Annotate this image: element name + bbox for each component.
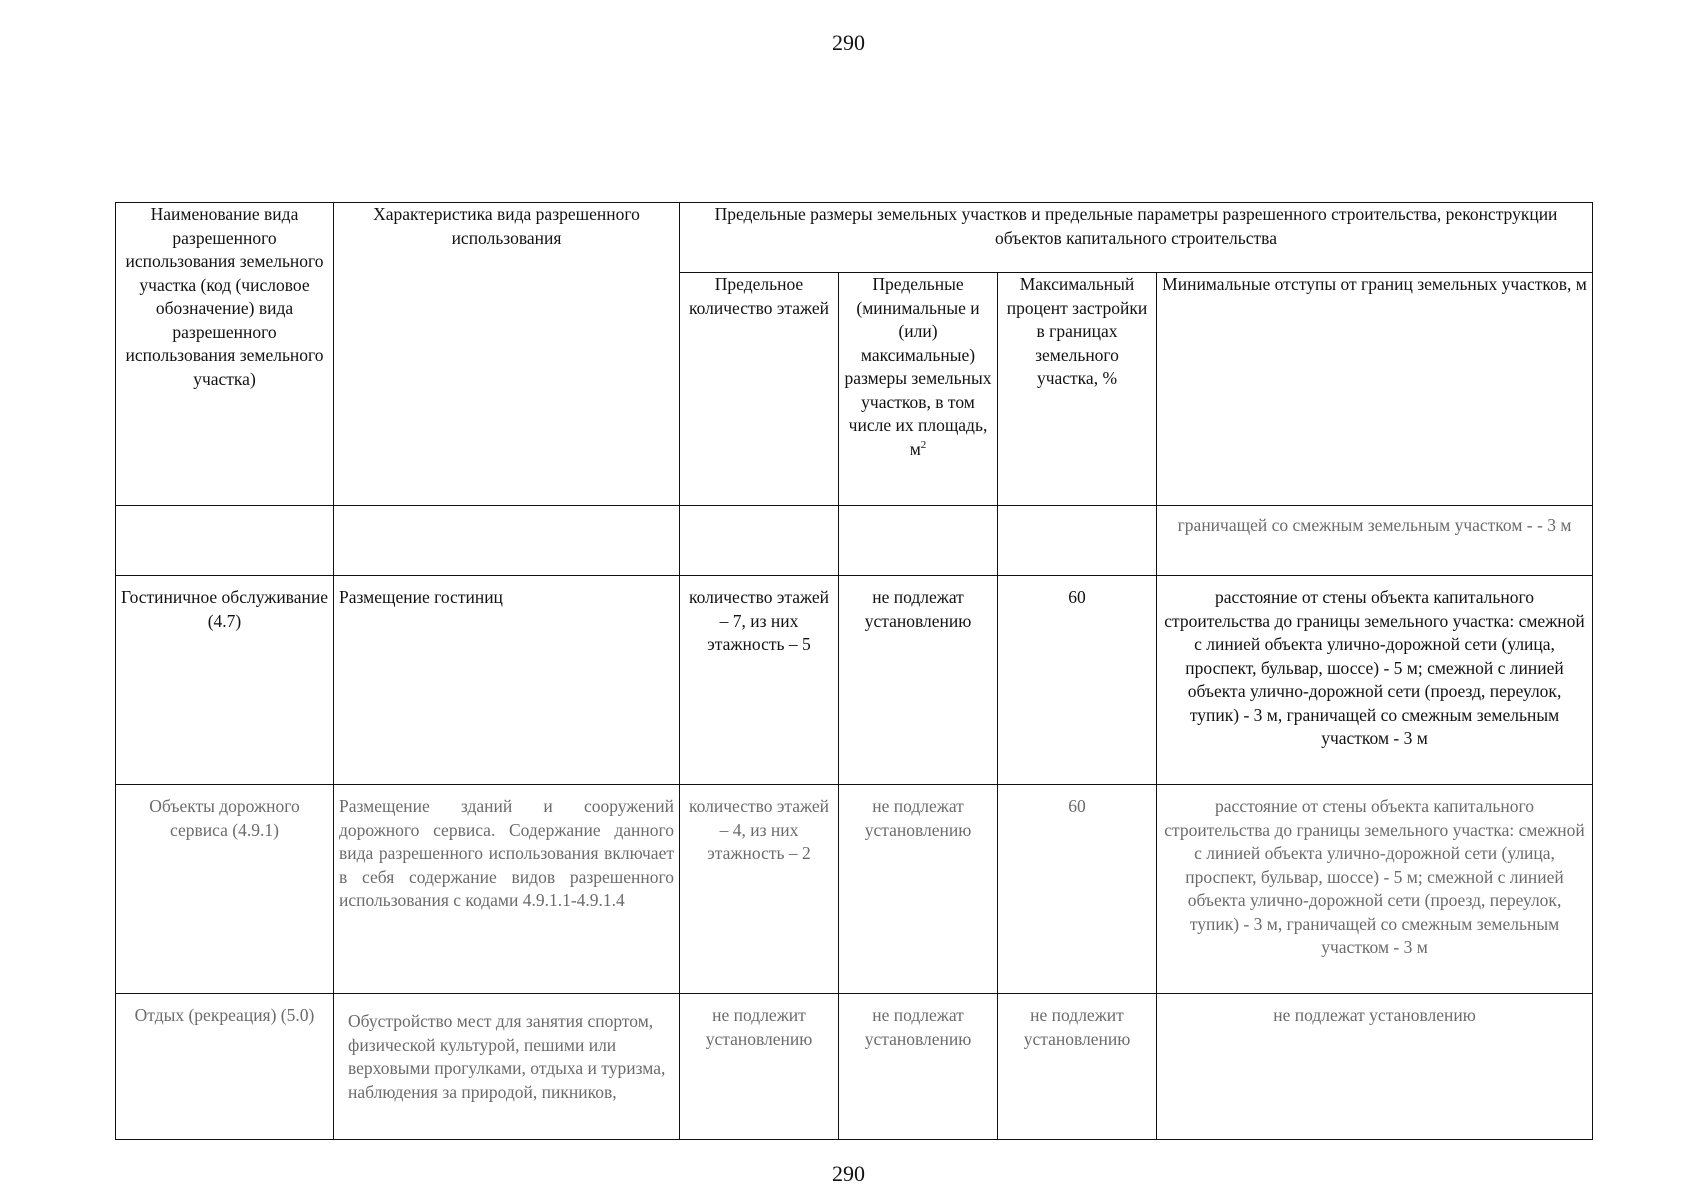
cell-characteristic: Размещение гостиниц — [334, 576, 680, 785]
cell-name: Отдых (рекреация) (5.0) — [116, 994, 334, 1140]
header-group-title: Предельные размеры земельных участков и предельные параметры разрешенного строительства, реконструкции объектов капитального строительства — [680, 203, 1593, 273]
header-col-setbacks: Минимальные отступы от границ земельных участков, м — [1157, 273, 1593, 506]
table-row — [116, 785, 1593, 994]
cell-floors: количество этажей – 7, из них этажность – 5 — [680, 576, 839, 785]
cell-area: не подлежат установлению — [839, 576, 998, 785]
header-col-area-text: Предельные (минимальные и (или) максимальные) размеры земельных участков, в том числе их площадь, м — [844, 274, 992, 459]
cell-percent: 60 — [998, 576, 1157, 785]
cell-percent — [998, 506, 1157, 576]
cell-area: не подлежат установлению — [839, 994, 998, 1140]
cell-setbacks: граничащей со смежным земельным участком - - 3 м — [1157, 506, 1593, 576]
cell-area — [839, 506, 998, 576]
cell-name: Объекты дорожного сервиса (4.9.1) — [116, 785, 334, 994]
header-col-name: Наименование вида разрешенного использования земельного участка (код (числовое обозначение) вида разрешенного использования земельного участка) — [116, 203, 334, 506]
cell-setbacks: расстояние от стены объекта капитального строительства до границы земельного участка: смежной с линией объекта улично-дорожной сети (улица, проспект, бульвар, шоссе) - 5 м; смежной с линией объекта улично-дорожной сети (проезд, переулок, тупик) - 3 м, граничащей со смежным земельным участком - 3 м — [1157, 576, 1593, 785]
cell-setbacks: не подлежат установлению — [1157, 994, 1593, 1140]
zoning-parameters-table — [115, 202, 1593, 1140]
cell-percent: не подлежит установлению — [998, 994, 1157, 1140]
cell-characteristic — [334, 506, 680, 576]
cell-characteristic: Обустройство мест для занятия спортом, физической культурой, пешими или верховыми прогулками, отдыха и туризма, наблюдения за природой, пикников, — [334, 994, 680, 1140]
table-row — [116, 506, 1593, 576]
cell-setbacks: расстояние от стены объекта капитального строительства до границы земельного участка: смежной с линией объекта улично-дорожной сети (улица, проспект, бульвар, шоссе) - 5 м; смежной с линией объекта улично-дорожной сети (проезд, переулок, тупик) - 3 м, граничащей со смежным земельным участком - 3 м — [1157, 785, 1593, 994]
cell-floors — [680, 506, 839, 576]
cell-name — [116, 506, 334, 576]
header-col-percent: Максимальный процент застройки в границах земельного участка, % — [998, 273, 1157, 506]
cell-floors: количество этажей – 4, из них этажность – 2 — [680, 785, 839, 994]
cell-area: не подлежат установлению — [839, 785, 998, 994]
cell-floors: не подлежит установлению — [680, 994, 839, 1140]
header-col-characteristic: Характеристика вида разрешенного использования — [334, 203, 680, 506]
cell-characteristic: Размещение зданий и сооружений дорожного сервиса. Содержание данного вида разрешенного использования включает в себя содержание видов разрешенного использования с кодами 4.9.1.1-4.9.1.4 — [334, 785, 680, 994]
header-row-1 — [116, 203, 1593, 273]
header-col-area — [839, 273, 998, 506]
table-row — [116, 994, 1593, 1140]
table-row — [116, 576, 1593, 785]
header-col-floors: Предельное количество этажей — [680, 273, 839, 506]
header-col-area-sup: 2 — [920, 438, 927, 451]
cell-percent: 60 — [998, 785, 1157, 994]
cell-name: Гостиничное обслуживание (4.7) — [116, 576, 334, 785]
page-number-bottom: 290 — [832, 1161, 865, 1186]
page-number-top: 290 — [832, 30, 865, 55]
